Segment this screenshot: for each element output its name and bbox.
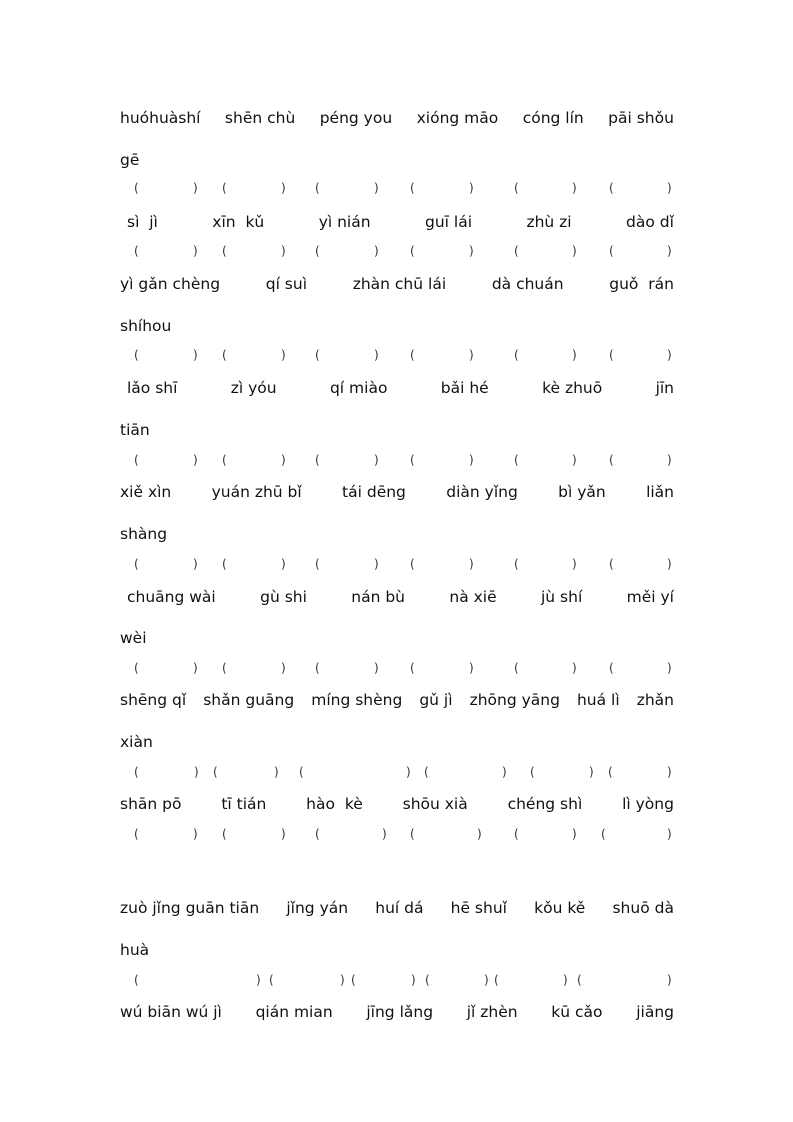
answer-bracket-open: ( [514,181,519,195]
pinyin-continuation: wèi [120,629,147,647]
pinyin-word: yì gǎn chèng [120,275,221,293]
pinyin-word: cóng lín [522,109,584,127]
pinyin-word: shōu xià [402,795,468,813]
answer-bracket-open: ( [514,557,519,571]
answer-bracket-open: ( [410,348,415,362]
answer-bracket-open: ( [514,661,519,675]
answer-bracket-close: ) [193,244,198,258]
answer-bracket-open: ( [134,765,139,779]
answer-bracket-close: ) [572,244,577,258]
pinyin-word: diàn yǐng [446,483,518,501]
pinyin-word: dào dǐ [626,213,674,231]
pinyin-word: qí suì [265,275,308,293]
pinyin-word: hào kè [306,795,363,813]
answer-bracket-close: ) [469,348,474,362]
answer-bracket-open: ( [609,557,614,571]
answer-bracket-close: ) [193,348,198,362]
answer-bracket-close: ) [572,557,577,571]
pinyin-continuation: shàng [120,525,168,543]
answer-bracket-open: ( [222,557,227,571]
answer-bracket-close: ) [281,453,286,467]
answer-bracket-open: ( [514,348,519,362]
answer-bracket-open: ( [315,827,320,841]
answer-bracket-close: ) [374,453,379,467]
answer-bracket-open: ( [609,661,614,675]
answer-bracket-close: ) [563,973,568,987]
answer-bracket-close: ) [667,453,672,467]
pinyin-line [120,898,674,918]
pinyin-continuation: tiān [120,421,150,439]
answer-bracket-close: ) [193,827,198,841]
pinyin-word: bì yǎn [558,483,606,501]
answer-bracket-open: ( [410,453,415,467]
answer-bracket-open: ( [134,661,139,675]
answer-bracket-open: ( [315,244,320,258]
answer-bracket-close: ) [469,453,474,467]
answer-bracket-open: ( [222,181,227,195]
pinyin-word: zhōng yāng [469,691,560,709]
answer-bracket-open: ( [514,453,519,467]
pinyin-word: huá lì [576,691,620,709]
answer-bracket-close: ) [193,661,198,675]
answer-bracket-close: ) [374,348,379,362]
answer-bracket-close: ) [194,765,199,779]
pinyin-word: xīn kǔ [212,213,265,231]
answer-bracket-open: ( [134,453,139,467]
answer-bracket-open: ( [410,244,415,258]
pinyin-word: lǎo shī [127,379,178,397]
pinyin-word: nà xiē [449,588,497,606]
answer-bracket-open: ( [315,557,320,571]
answer-bracket-close: ) [477,827,482,841]
answer-bracket-close: ) [667,181,672,195]
pinyin-word: shān pō [120,795,182,813]
answer-bracket-close: ) [374,661,379,675]
pinyin-word: bǎi hé [440,379,489,397]
answer-bracket-close: ) [572,453,577,467]
pinyin-word: kè zhuō [542,379,603,397]
answer-bracket-open: ( [222,453,227,467]
pinyin-word: chéng shì [507,795,583,813]
answer-bracket-open: ( [134,827,139,841]
pinyin-word: wú biān wú jì [120,1003,222,1021]
answer-bracket-open: ( [410,827,415,841]
answer-bracket-close: ) [193,453,198,467]
pinyin-line [120,1002,674,1022]
pinyin-line [120,108,674,128]
answer-bracket-close: ) [572,348,577,362]
answer-bracket-open: ( [410,181,415,195]
answer-bracket-open: ( [530,765,535,779]
pinyin-word: jiāng [636,1003,674,1021]
answer-bracket-open: ( [609,244,614,258]
pinyin-line [127,587,674,607]
answer-bracket-open: ( [134,181,139,195]
pinyin-word: gù shi [260,588,307,606]
answer-bracket-close: ) [281,827,286,841]
answer-bracket-open: ( [134,557,139,571]
answer-bracket-close: ) [274,765,279,779]
answer-bracket-close: ) [382,827,387,841]
pinyin-word: shēn chù [224,109,296,127]
answer-bracket-close: ) [193,557,198,571]
answer-bracket-close: ) [281,348,286,362]
pinyin-word: jù shí [541,588,583,606]
answer-bracket-close: ) [589,765,594,779]
answer-bracket-close: ) [484,973,489,987]
pinyin-word: zì yóu [230,379,277,397]
answer-bracket-close: ) [572,661,577,675]
answer-bracket-open: ( [315,181,320,195]
answer-bracket-open: ( [134,244,139,258]
pinyin-word: xiě xìn [120,483,172,501]
answer-bracket-close: ) [667,661,672,675]
answer-bracket-open: ( [222,244,227,258]
pinyin-line [120,274,674,294]
answer-bracket-close: ) [667,348,672,362]
answer-bracket-open: ( [410,557,415,571]
pinyin-word: tī tián [221,795,267,813]
answer-bracket-open: ( [609,453,614,467]
pinyin-word: shuō dà [612,899,674,917]
pinyin-line [127,212,674,232]
pinyin-word: míng shèng [311,691,403,709]
pinyin-word: jīng lǎng [366,1003,434,1021]
answer-bracket-close: ) [281,661,286,675]
pinyin-word: qí miào [329,379,388,397]
pinyin-word: jǐng yán [286,899,349,917]
answer-bracket-close: ) [256,973,261,987]
answer-bracket-open: ( [213,765,218,779]
answer-bracket-open: ( [608,765,613,779]
pinyin-word: zhàn chū lái [352,275,447,293]
pinyin-continuation: xiàn [120,733,153,751]
answer-bracket-open: ( [315,348,320,362]
answer-bracket-open: ( [299,765,304,779]
answer-bracket-close: ) [281,244,286,258]
answer-bracket-open: ( [577,973,582,987]
pinyin-line [127,378,674,398]
answer-bracket-open: ( [351,973,356,987]
answer-bracket-close: ) [502,765,507,779]
answer-bracket-close: ) [193,181,198,195]
answer-bracket-close: ) [469,557,474,571]
pinyin-word: sì jì [127,213,158,231]
pinyin-word: jǐ zhèn [466,1003,518,1021]
answer-bracket-open: ( [609,348,614,362]
pinyin-word: chuāng wài [127,588,216,606]
answer-bracket-close: ) [572,827,577,841]
answer-bracket-close: ) [469,661,474,675]
answer-bracket-open: ( [222,661,227,675]
answer-bracket-open: ( [315,661,320,675]
pinyin-word: pāi shǒu [608,109,674,127]
answer-bracket-open: ( [514,244,519,258]
answer-bracket-open: ( [425,973,430,987]
pinyin-word: nán bù [351,588,406,606]
answer-bracket-close: ) [572,181,577,195]
answer-bracket-close: ) [340,973,345,987]
answer-bracket-close: ) [374,244,379,258]
answer-bracket-close: ) [667,244,672,258]
pinyin-word: zhù zi [526,213,572,231]
answer-bracket-open: ( [315,453,320,467]
answer-bracket-open: ( [134,348,139,362]
answer-bracket-close: ) [667,827,672,841]
pinyin-word: zuò jǐng guān tiān [120,899,260,917]
pinyin-word: péng you [319,109,393,127]
pinyin-continuation: gē [120,151,140,169]
pinyin-word: shēng qǐ [120,691,187,709]
answer-bracket-open: ( [222,348,227,362]
answer-bracket-close: ) [281,181,286,195]
pinyin-word: huí dá [375,899,424,917]
answer-bracket-open: ( [134,973,139,987]
answer-bracket-close: ) [469,181,474,195]
pinyin-word: qián mian [255,1003,333,1021]
answer-bracket-open: ( [222,827,227,841]
answer-bracket-close: ) [469,244,474,258]
pinyin-word: huóhuàshí [120,109,201,127]
answer-bracket-open: ( [410,661,415,675]
answer-bracket-close: ) [667,765,672,779]
answer-bracket-open: ( [494,973,499,987]
answer-bracket-close: ) [374,181,379,195]
answer-bracket-close: ) [406,765,411,779]
pinyin-line [120,482,674,502]
answer-bracket-close: ) [667,973,672,987]
pinyin-word: tái dēng [342,483,406,501]
answer-bracket-close: ) [411,973,416,987]
answer-bracket-open: ( [514,827,519,841]
pinyin-line [120,794,674,814]
pinyin-continuation: huà [120,941,150,959]
pinyin-word: lì yòng [622,795,674,813]
pinyin-word: xióng māo [416,109,499,127]
pinyin-continuation: shíhou [120,317,172,335]
answer-bracket-open: ( [601,827,606,841]
answer-bracket-open: ( [424,765,429,779]
pinyin-word: guī lái [425,213,473,231]
pinyin-word: yuán zhū bǐ [211,483,302,501]
pinyin-word: shǎn guāng [203,691,295,709]
pinyin-word: guǒ rán [609,275,674,293]
pinyin-word: měi yí [626,588,674,606]
pinyin-word: zhǎn [636,691,674,709]
answer-bracket-open: ( [269,973,274,987]
pinyin-word: jīn [655,379,674,397]
answer-bracket-open: ( [609,181,614,195]
pinyin-word: kū cǎo [551,1003,603,1021]
pinyin-word: gǔ jì [419,691,453,709]
answer-bracket-close: ) [374,557,379,571]
pinyin-word: kǒu kě [534,899,586,917]
pinyin-word: dà chuán [491,275,564,293]
pinyin-word: liǎn [646,483,674,501]
pinyin-word: yì nián [318,213,371,231]
answer-bracket-close: ) [667,557,672,571]
answer-bracket-close: ) [281,557,286,571]
pinyin-word: hē shuǐ [450,899,507,917]
pinyin-line [120,690,674,710]
